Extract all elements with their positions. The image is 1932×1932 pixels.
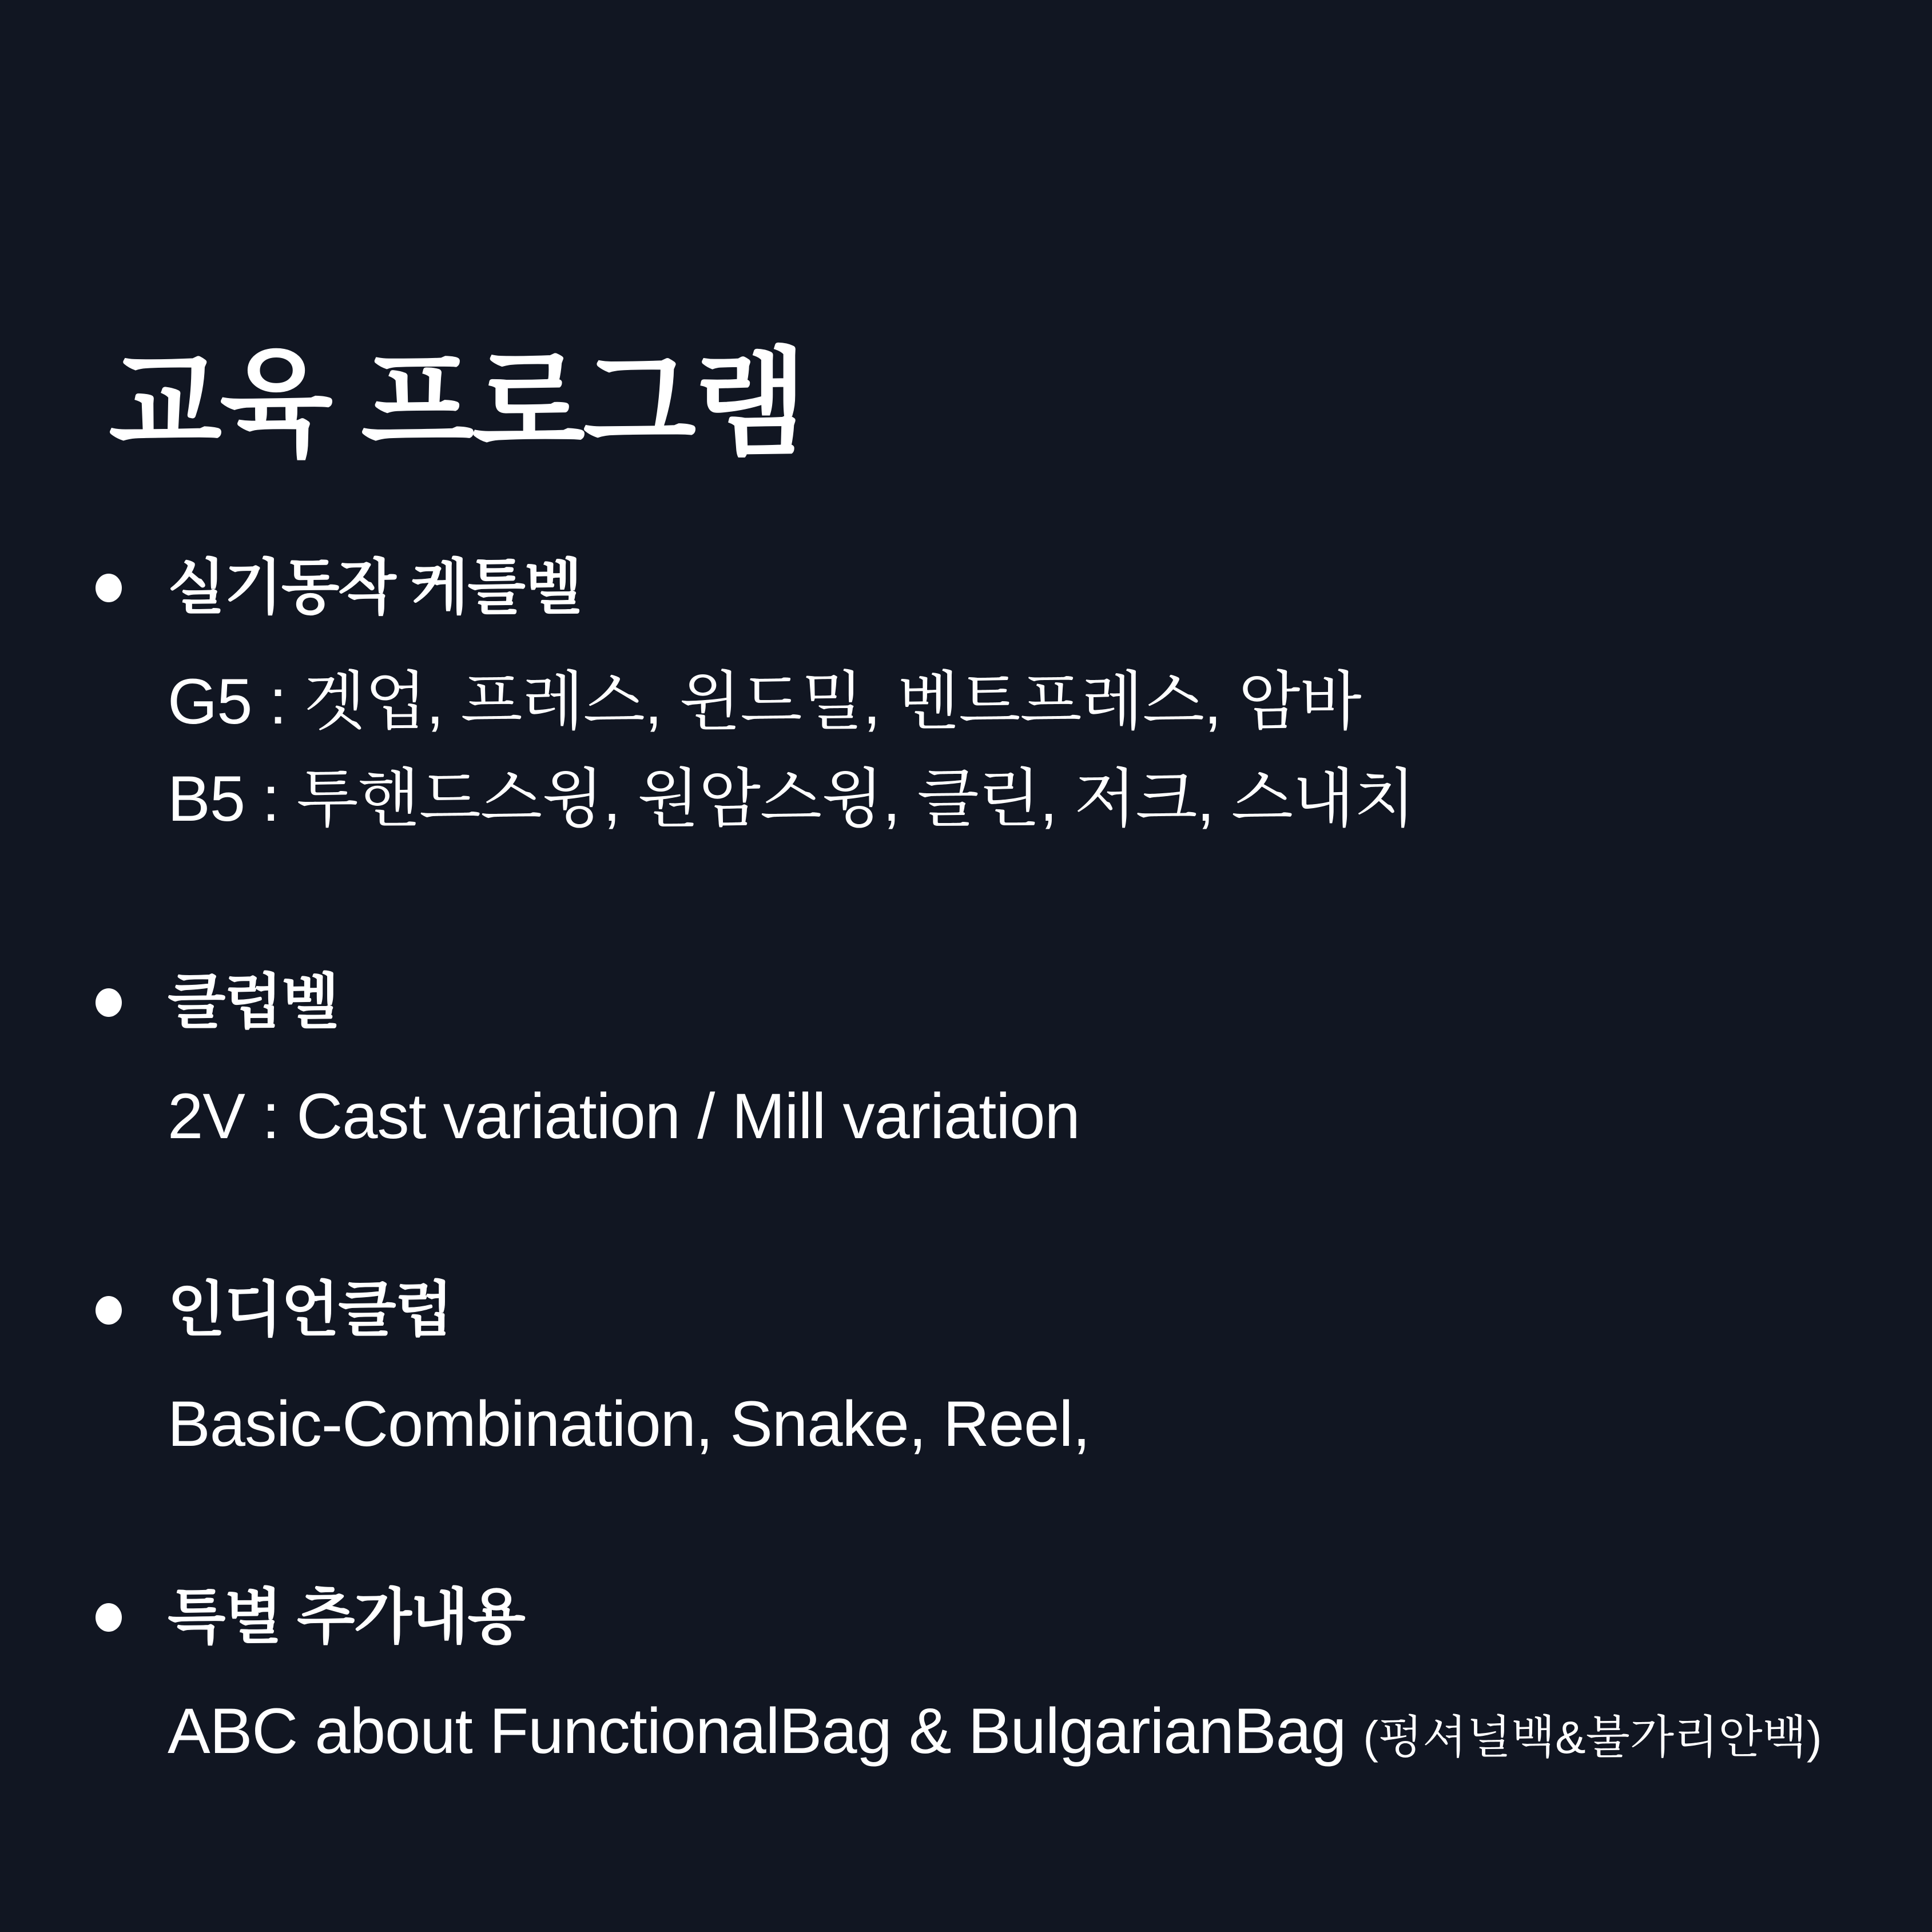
section-line: B5 : 투핸드스윙, 원암스윙, 클린, 저크, 스내치 (168, 763, 1416, 834)
section-line (168, 1683, 1886, 1786)
section-line: G5 : 겟업, 프레스, 윈드밀, 벤트프레스, 암바 (168, 666, 1361, 737)
section-clubbell (96, 969, 1886, 1165)
section-heading: 클럽벨 (168, 969, 339, 1036)
section-line: 2V : Cast variation / Mill variation (168, 1080, 1080, 1152)
bullet-icon (96, 574, 122, 602)
bullet-icon (96, 1296, 122, 1325)
section-heading: 실기동작 케틀벨 (168, 554, 582, 621)
section-line-main: ABC about FunctionalBag & BulgarianBag (168, 1695, 1363, 1767)
section-special-extra (96, 1584, 1886, 1786)
section-line: Basic-Combination, Snake, Reel, (168, 1388, 1090, 1460)
section-line-note: (펑셔널백&불가리안백) (1363, 1712, 1822, 1763)
section-heading: 특별 추가내용 (168, 1584, 524, 1651)
bullet-icon (96, 988, 122, 1017)
page-title: 교육 프로그램 (109, 339, 805, 470)
section-kettlebell (96, 554, 1886, 848)
section-indian-club (96, 1277, 1886, 1473)
section-heading: 인디언클럽 (168, 1277, 452, 1343)
bullet-icon (96, 1603, 122, 1632)
